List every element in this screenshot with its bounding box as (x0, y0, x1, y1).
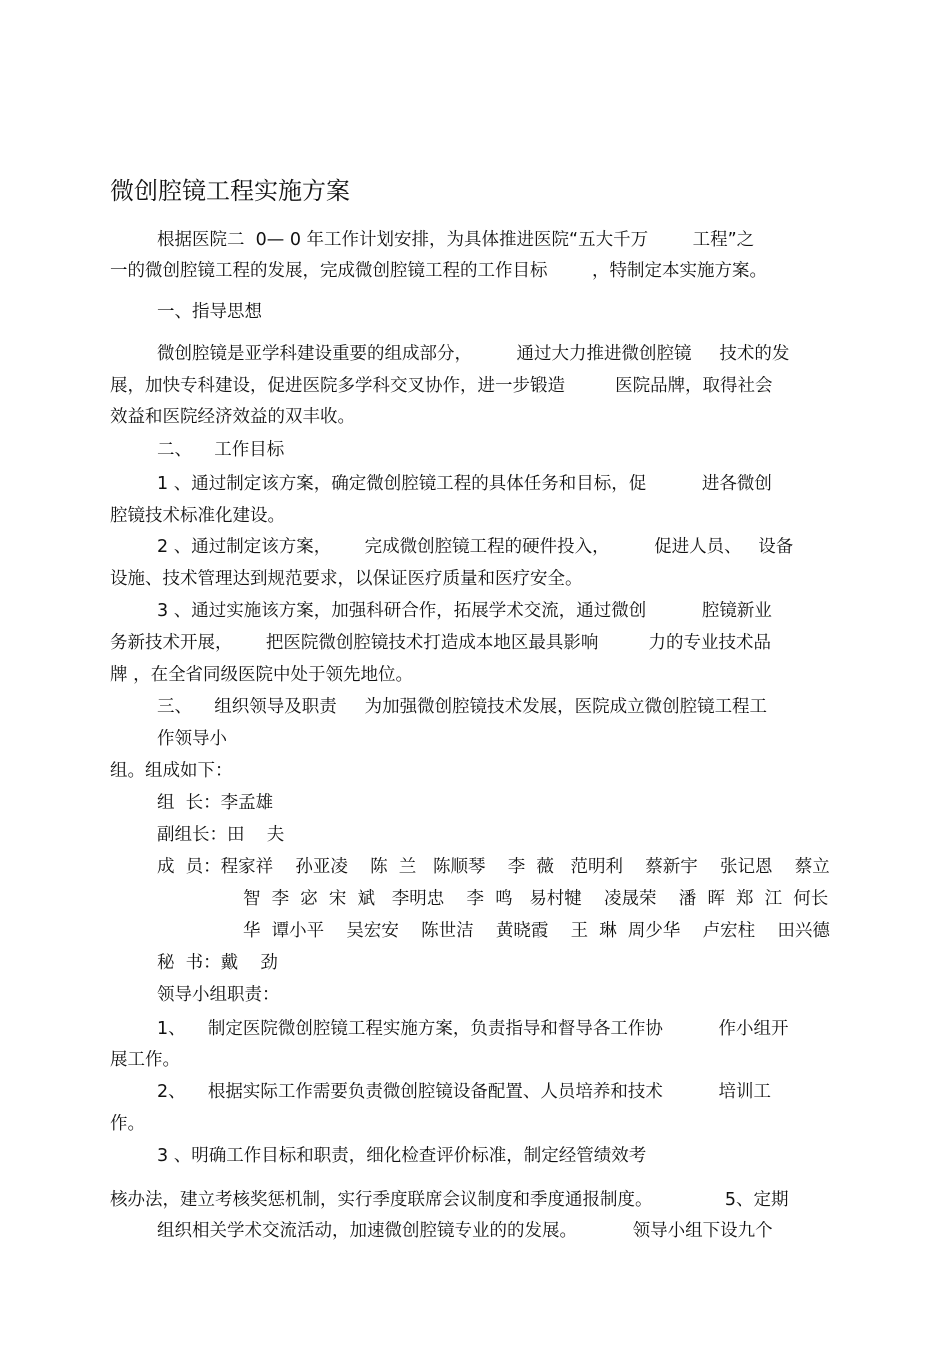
leader-line: 组 长：李孟雄 (157, 793, 274, 813)
paragraph-line: 根据医院二 0— 0 年工作计划安排，为具体推进医院“五大千万 工程”之 (157, 230, 755, 250)
paragraph-line: 牌 ，在全省同级医院中处于领先地位。 (110, 665, 414, 685)
paragraph-line: 2、 根据实际工作需要负责微创腔镜设备配置、人员培养和技术 培训工 (157, 1082, 772, 1102)
paragraph-line: 腔镜技术标准化建设。 (110, 506, 285, 526)
paragraph-line: 作领导小 (157, 729, 227, 749)
page-title: 微创腔镜工程实施方案 (110, 177, 350, 205)
paragraph-line: 微创腔镜是亚学科建设重要的组成部分， 通过大力推进微创腔镜 技术的发 (157, 344, 790, 364)
paragraph-line: 组织相关学术交流活动，加速微创腔镜专业的的发展。 领导小组下设九个 (157, 1221, 773, 1241)
section-heading: 一、指导思想 (157, 302, 262, 322)
members-line: 成 员：程家祥 孙亚凌 陈 兰 陈顺琴 李 薇 范明利 蔡新宇 张记恩 蔡立 (157, 857, 830, 877)
members-line: 华 谭小平 吴宏安 陈世洁 黄晓霞 王 琳 周少华 卢宏柱 田兴德 (243, 921, 830, 941)
paragraph-line: 2 、通过制定该方案， 完成微创腔镜工程的硬件投入， 促进人员、 设备 (157, 537, 794, 557)
paragraph-line: 作。 (110, 1114, 145, 1134)
section-heading: 三、 组织领导及职责 为加强微创腔镜技术发展，医院成立微创腔镜工程工 (157, 697, 768, 717)
section-heading: 领导小组职责： (157, 985, 280, 1005)
paragraph-line: 效益和医院经济效益的双丰收。 (110, 407, 355, 427)
paragraph-line: 务新技术开展， 把医院微创腔镜技术打造成本地区最具影响 力的专业技术品 (110, 633, 771, 653)
members-line: 智 李 宓 宋 斌 李明忠 李 鸣 易村犍 凌晟荣 潘 晖 郑 江 何长 (243, 889, 829, 909)
paragraph-line: 核办法，建立考核奖惩机制，实行季度联席会议制度和季度通报制度。 5、定期 (110, 1190, 789, 1210)
paragraph-line: 一的微创腔镜工程的发展，完成微创腔镜工程的工作目标 ，特制定本实施方案。 (110, 261, 767, 281)
paragraph-line: 展，加快专科建设，促进医院多学科交叉协作，进一步锻造 医院品牌，取得社会 (110, 376, 773, 396)
paragraph-line: 展工作。 (110, 1050, 180, 1070)
deputy-leader-line: 副组长：田 夫 (157, 825, 285, 845)
paragraph-line: 设施、技术管理达到规范要求，以保证医疗质量和医疗安全。 (110, 569, 583, 589)
paragraph-line: 1 、通过制定该方案，确定微创腔镜工程的具体任务和目标，促 进各微创 (157, 474, 772, 494)
paragraph-line: 组。组成如下： (110, 761, 233, 781)
paragraph-line: 1、 制定医院微创腔镜工程实施方案，负责指导和督导各工作协 作小组开 (157, 1019, 789, 1039)
section-heading: 二、 工作目标 (157, 440, 285, 460)
paragraph-line: 3 、明确工作目标和职责，细化检查评价标准，制定经管绩效考 (157, 1146, 647, 1166)
secretary-line: 秘 书：戴 劲 (157, 953, 278, 973)
paragraph-line: 3 、通过实施该方案，加强科研合作，拓展学术交流，通过微创 腔镜新业 (157, 601, 772, 621)
